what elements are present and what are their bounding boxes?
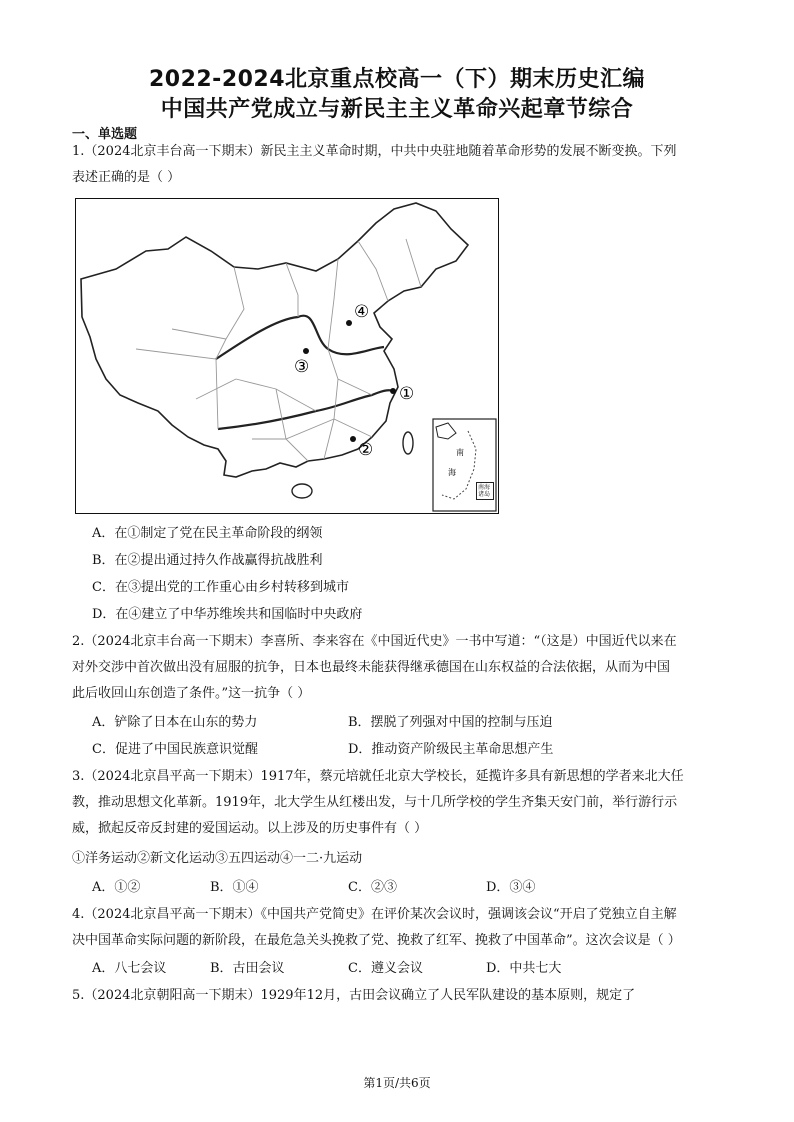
q1-option-d[interactable]: D．在④建立了中华苏维埃共和国临时中央政府 bbox=[92, 607, 363, 622]
q4-option-d[interactable]: D．中共七大 bbox=[486, 961, 562, 976]
q1-option-c[interactable]: C．在③提出党的工作重心由乡村转移到城市 bbox=[92, 580, 349, 595]
q4-stem-line2: 决中国革命实际问题的新阶段，在最危急关头挽救了党、挽救了红军、挽救了中国革命”。这次会议是（ ） bbox=[72, 933, 681, 948]
page-footer: 第1页/共6页 bbox=[363, 1076, 431, 1090]
q4-option-b[interactable]: B．古田会议 bbox=[210, 961, 285, 976]
marker-1-dot bbox=[390, 388, 396, 394]
taiwan-island bbox=[403, 432, 413, 454]
inset-nan: 南 bbox=[456, 448, 464, 457]
marker-3-dot bbox=[303, 348, 309, 354]
section-heading: 一、单选题 bbox=[72, 127, 138, 142]
q2-stem-line1: 2.（2024北京丰台高一下期末）李喜所、李来容在《中国近代史》一书中写道：“（这是）中国近代以来在 bbox=[72, 634, 677, 649]
document-title-line2: 中国共产党成立与新民主主义革命兴起章节综合 bbox=[160, 97, 634, 122]
q4-option-c[interactable]: C．遵义会议 bbox=[348, 961, 423, 976]
q3-option-c[interactable]: C．②③ bbox=[348, 880, 397, 895]
china-map-figure bbox=[75, 198, 499, 514]
q3-option-b[interactable]: B．①④ bbox=[210, 880, 259, 895]
marker-1-label: ① bbox=[399, 384, 415, 404]
q1-stem-line1: 1.（2024北京丰台高一下期末）新民主主义革命时期，中共中央驻地随着革命形势的发展不断变换。下列 bbox=[72, 144, 677, 159]
q1-stem-line2: 表述正确的是（ ） bbox=[72, 170, 181, 185]
q2-stem-line3: 此后收回山东创造了条件。”这一抗争（ ） bbox=[72, 686, 311, 701]
q3-option-d[interactable]: D．③④ bbox=[486, 880, 536, 895]
q2-option-c[interactable]: C．促进了中国民族意识觉醒 bbox=[92, 742, 258, 757]
q3-statements: ①洋务运动②新文化运动③五四运动④一二·九运动 bbox=[72, 851, 363, 866]
q2-option-a[interactable]: A．铲除了日本在山东的势力 bbox=[92, 715, 258, 730]
q4-option-a[interactable]: A．八七会议 bbox=[92, 961, 167, 976]
q1-option-b[interactable]: B．在②提出通过持久作战赢得抗战胜利 bbox=[92, 553, 323, 568]
inset-hai: 海 bbox=[448, 468, 456, 477]
marker-4-label: ④ bbox=[354, 302, 370, 322]
q3-option-a[interactable]: A．①② bbox=[92, 880, 141, 895]
q1-option-a[interactable]: A．在①制定了党在民主革命阶段的纲领 bbox=[92, 526, 323, 541]
q5-stem-line1: 5.（2024北京朝阳高一下期末）1929年12月，古田会议确立了人民军队建设的基本原则，规定了 bbox=[72, 988, 636, 1003]
marker-4-dot bbox=[346, 320, 352, 326]
q4-stem-line1: 4.（2024北京昌平高一下期末）《中国共产党简史》在评价某次会议时，强调该会议“开启了党独立自主解 bbox=[72, 907, 677, 922]
q2-option-b[interactable]: B．摆脱了列强对中国的控制与压迫 bbox=[348, 715, 553, 730]
hainan-island bbox=[292, 484, 312, 498]
document-title-line1: 2022-2024北京重点校高一（下）期末历史汇编 bbox=[148, 67, 646, 92]
q2-stem-line2: 对外交涉中首次做出没有屈服的抗争，日本也最终未能获得继承德国在山东权益的合法依据，从而为中国 bbox=[72, 660, 671, 675]
marker-3-label: ③ bbox=[294, 357, 310, 377]
q3-stem-line2: 教，推动思想文化革新。1919年，北大学生从红楼出发，与十几所学校的学生齐集天安门前，举行游行示 bbox=[72, 795, 678, 810]
q2-option-d[interactable]: D．推动资产阶级民主革命思想产生 bbox=[348, 742, 554, 757]
marker-2-dot bbox=[350, 436, 356, 442]
q3-stem-line1: 3.（2024北京昌平高一下期末）1917年，蔡元培就任北京大学校长，延揽许多具有新思想的学者来北大任 bbox=[72, 769, 684, 784]
inset-caption: 南海诸岛 bbox=[476, 482, 494, 500]
marker-2-label: ② bbox=[358, 440, 374, 460]
china-map-svg bbox=[76, 199, 497, 512]
q3-stem-line3: 威，掀起反帝反封建的爱国运动。以上涉及的历史事件有（ ） bbox=[72, 821, 428, 836]
